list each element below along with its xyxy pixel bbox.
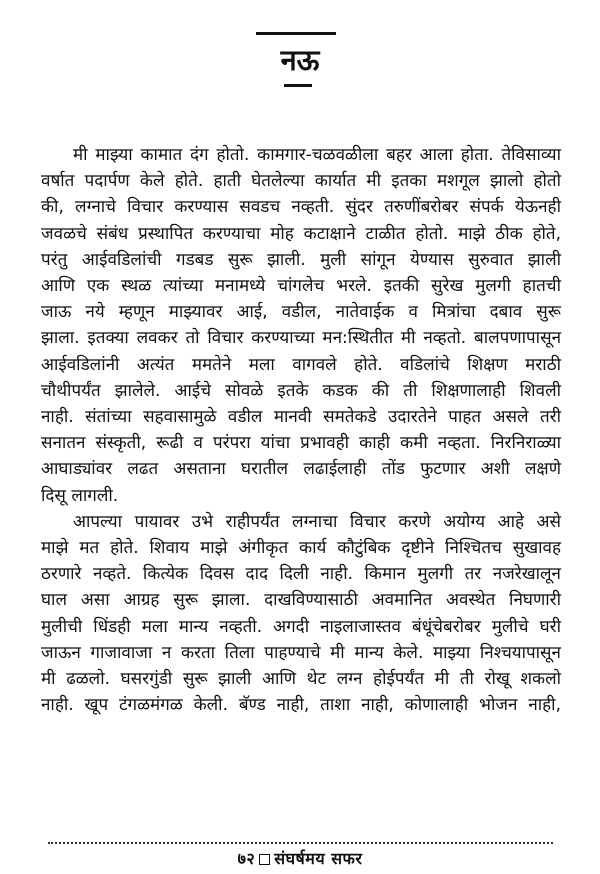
square-bullet-icon <box>259 854 270 865</box>
chapter-top-rule <box>256 32 336 35</box>
paragraph <box>41 509 561 719</box>
text-line: जवळचे संबंध प्रस्थापित करण्याचा मोह कटाक्षाने टाळीत होतो. माझे ठीक होते, <box>41 223 561 244</box>
text-line: परंतु आईवडिलांची गडबड सुरू झाली. मुली सांगून येण्यास सुरुवात झाली <box>41 249 561 270</box>
text-line: दिसू लागली. <box>41 485 119 506</box>
text-line: नाही. खूप टंगळमंगळ केली. बॅण्ड नाही, ताशा नाही, कोणालाही भोजन नाही, <box>41 695 561 716</box>
text-line: मी माझ्या कामात दंग होतो. कामगार-चळवळीला बहर आला होता. तेविसाव्या <box>73 145 561 165</box>
chapter-bottom-rule <box>284 84 312 87</box>
body-text <box>41 142 561 718</box>
text-line: झाला. इतक्या लवकर तो विचार करण्याच्या मन:स्थितीत मी नव्हतो. बालपणापासून <box>41 328 561 349</box>
text-line: मी ढळलो. घसरगुंडी सुरू झाली आणि थेट लग्न होईपर्यंत मी ती रोखू शकलो <box>41 669 561 690</box>
text-line: आईवडिलांनी अत्यंत ममतेने मला वागवले होते. वडिलांचे शिक्षण मराठी <box>41 354 561 375</box>
text-line: माझे मत होते. शिवाय माझे अंगीकृत कार्य कौटुंबिक दृष्टीने निश्चितच सुखावह <box>41 538 561 559</box>
text-line: जाऊन गाजावाजा न करता तिला पाहण्याचे मी मान्य केले. माझ्या निश्चयापासून <box>41 642 561 663</box>
text-line: आपल्या पायावर उभे राहीपर्यंत लग्नाचा विचार करणे अयोग्य आहे असे <box>73 511 561 532</box>
text-line: चौथीपर्यंत झालेले. आईचे सोवळे इतके कडक की ती शिक्षणालाही शिवली <box>41 380 561 401</box>
text-line: नाही. संतांच्या सहवासामुळे वडील मानवी समतेकडे उदारतेने पाहत असले तरी <box>41 407 561 428</box>
text-line: घाल असा आग्रह सुरू झाला. दाखविण्यासाठी अवमानित अवस्थेत निघणारी <box>41 590 561 611</box>
text-line: जाऊ नये म्हणून माझ्यावर आई, वडील, नातेवाईक व मित्रांचा दबाव सुरू <box>41 302 561 323</box>
paragraph <box>41 142 561 509</box>
text-line: ठरणारे नव्हते. कित्येक दिवस दाद दिली नाही. किमान मुलगी तर नजरेखालून <box>41 564 561 585</box>
text-line: की, लग्नाचे विचार करण्यास सवडच नव्हती. सुंदर तरुणींबरोबर संपर्क येऊनही <box>41 197 561 218</box>
text-line: मुलीची धिंडही मला मान्य नव्हती. अगदी नाइलाजास्तव बंधूंचेबरोबर मुलीचे घरी <box>41 616 561 637</box>
book-title: संघर्षमय सफर <box>274 849 363 868</box>
text-line: आघाड्यांवर लढत असताना घरातील लढाईलाही तोंड फुटणार अशी लक्षणे <box>41 459 561 480</box>
footer-dotted-rule <box>48 842 553 844</box>
page-footer <box>0 848 600 870</box>
text-line: आणि एक स्थळ त्यांच्या मनामध्ये चांगलेच भरले. इतकी सुरेख मुलगी हातची <box>41 276 561 297</box>
page-number: ७२ <box>237 849 256 868</box>
text-line: सनातन संस्कृती, रूढी व परंपरा यांचा प्रभावही काही कमी नव्हता. निरनिराळ्या <box>41 433 561 454</box>
text-line: वर्षात पदार्पण केले होते. हाती घेतलेल्या कार्यात मी इतका मशगूल झालो होतो <box>41 171 561 192</box>
chapter-title: नऊ <box>280 43 320 77</box>
